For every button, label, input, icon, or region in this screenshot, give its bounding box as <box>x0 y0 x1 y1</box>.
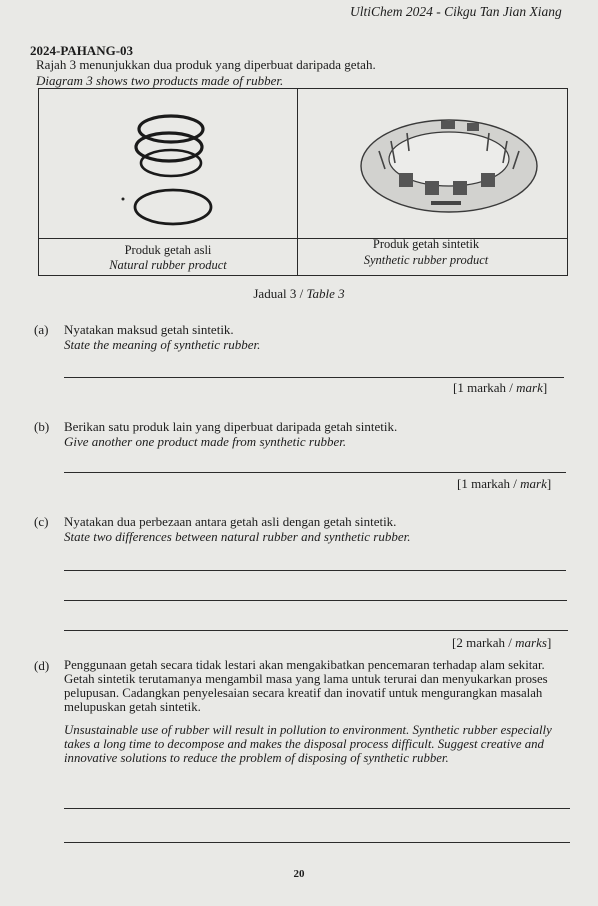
right-caption-english: Synthetic rubber product <box>363 253 489 267</box>
question-a-english: State the meaning of synthetic rubber. <box>64 337 261 352</box>
question-b-marks: [1 markah / mark] <box>457 476 552 491</box>
answer-line[interactable] <box>64 377 564 378</box>
question-b-label: (b) <box>34 419 50 434</box>
question-d-label: (d) <box>34 658 50 673</box>
right-caption-malay: Produk getah sintetik <box>372 237 480 251</box>
tyre-image <box>349 111 549 236</box>
answer-line[interactable] <box>64 600 567 601</box>
question-b-malay: Berikan satu produk lain yang diperbuat daripada getah sintetik. <box>64 419 398 434</box>
question-c-marks: [2 markah / marks] <box>452 635 552 650</box>
question-code: 2024-PAHANG-03 <box>30 43 134 58</box>
page-header: UltiChem 2024 - Cikgu Tan Jian Xiang <box>350 4 562 19</box>
table-title <box>0 286 598 302</box>
question-d-english: Unsustainable use of rubber will result in pollution to environment. Synthetic rubber especially takes a long time to decompose and makes the disposal process difficult. Suggest creative and innovative solutions to reduce the problem of disposing of synthetic rubber. <box>64 723 552 765</box>
page-number: 20 <box>293 868 305 880</box>
question-a-label: (a) <box>34 322 49 337</box>
answer-line[interactable] <box>64 842 570 843</box>
answer-line[interactable] <box>64 630 568 631</box>
table-title-english: Table 3 <box>306 286 345 301</box>
question-c-label: (c) <box>34 514 49 529</box>
question-b-english: Give another one product made from synthetic rubber. <box>64 434 347 449</box>
answer-line[interactable] <box>64 570 566 571</box>
answer-line[interactable] <box>64 808 570 809</box>
question-d-malay: Penggunaan getah secara tidak lestari akan mengakibatkan pencemaran terhadap alam sekitar. Getah sintetik terutamanya mengambil masa yang lama untuk terurai dan menyukarkan proses pelupusan. Cadangkan penyelesaian secara kreatif dan inovatif untuk mengurangkan masalah melupuskan getah sintetik. <box>64 658 548 714</box>
question-c-malay: Nyatakan dua perbezaan antara getah asli dengan getah sintetik. <box>64 514 397 529</box>
left-caption-english: Natural rubber product <box>109 258 227 272</box>
table-title-malay: Jadual 3 / <box>253 286 307 301</box>
product-table <box>38 88 568 276</box>
intro-text-english: Diagram 3 shows two products made of rubber. <box>36 73 284 88</box>
answer-line[interactable] <box>64 472 566 473</box>
rubber-bands-image <box>109 107 239 232</box>
question-a-malay: Nyatakan maksud getah sintetik. <box>64 322 234 337</box>
left-caption-malay: Produk getah asli <box>124 243 212 257</box>
question-a-marks: [1 markah / mark] <box>453 380 548 395</box>
intro-text-malay: Rajah 3 menunjukkan dua produk yang diperbuat daripada getah. <box>36 57 376 72</box>
question-c-english: State two differences between natural rubber and synthetic rubber. <box>64 529 411 544</box>
